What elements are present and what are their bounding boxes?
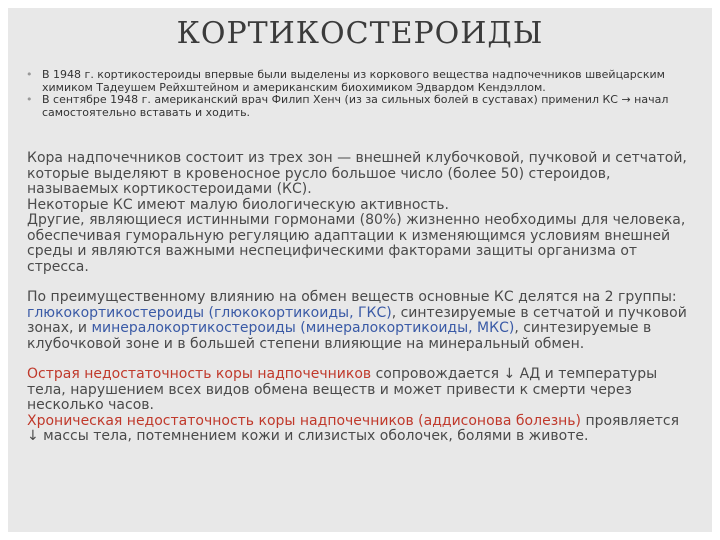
slide-title: КОРТИКОСТЕРОИДЫ — [176, 16, 544, 51]
chronic-text: проявляется ↓ массы тела, потемнением кожи и слизистых оболочек, болями в животе. — [27, 412, 679, 444]
paragraph-acute-insufficiency — [27, 367, 693, 414]
paragraph-zones: Кора надпочечников состоит из трех зон — внешней клубочковой, пучковой и сетчатой, которые выделяют в кровеносное русло большое число (более 50) стероидов, называемых кортикостероидами (КС). — [27, 150, 687, 197]
term-chronic-insufficiency: Хроническая недостаточность коры надпочечников (аддисонова болезнь) — [27, 412, 581, 429]
bullet-item: • В 1948 г. кортикостероиды впервые были выделены из коркового вещества надпочечников швейцарским химиком Тадеушем Рейхштейном и американским биохимиком Эдвардом Кендэллом. — [26, 69, 694, 94]
acute-text: сопровождается ↓ АД и температуры тела, нарушением всех видов обмена веществ и может привести к смерти через несколько часов. — [27, 366, 658, 413]
paragraph-chronic-insufficiency — [27, 414, 693, 445]
term-glucocorticoids: глюкокортикостероиды (глюкокортикоиды, ГКС) — [27, 304, 392, 321]
paragraph-true-hormones: Другие, являющиеся истинными гормонами (80%) жизненно необходимы для человека, обеспечивая гуморальную регуляцию адаптации к изменяющимся условиям внешней среды и являются важными неспецифическими факторами защиты организма от стресса. — [27, 212, 686, 275]
term-acute-insufficiency: Острая недостаточность коры надпочечников — [27, 366, 372, 382]
groups-text-1: По преимущественному влиянию на обмен веществ основные КС делятся на 2 группы: — [27, 289, 677, 305]
bullet-item: • В сентябре 1948 г. американский врач Филип Хенч (из за сильных болей в суставах) применил КС → начал самостоятельно вставать и ходить. — [26, 94, 694, 119]
slide-body — [27, 151, 693, 445]
history-bullets — [26, 69, 694, 119]
paragraph-low-activity: Некоторые КС имеют малую биологическую активность. — [27, 196, 449, 213]
term-mineralocorticoids: минералокортикостероиды (минералокортикоиды, МКС) — [91, 320, 515, 336]
groups-text-3: , синтезируемые в клубочковой зоне и в большей степени влияющие на минеральный обмен. — [27, 320, 652, 352]
paragraph-groups — [27, 290, 693, 352]
groups-text-2: , синтезируемые в сетчатой и пучковой зонах, и — [27, 304, 687, 336]
